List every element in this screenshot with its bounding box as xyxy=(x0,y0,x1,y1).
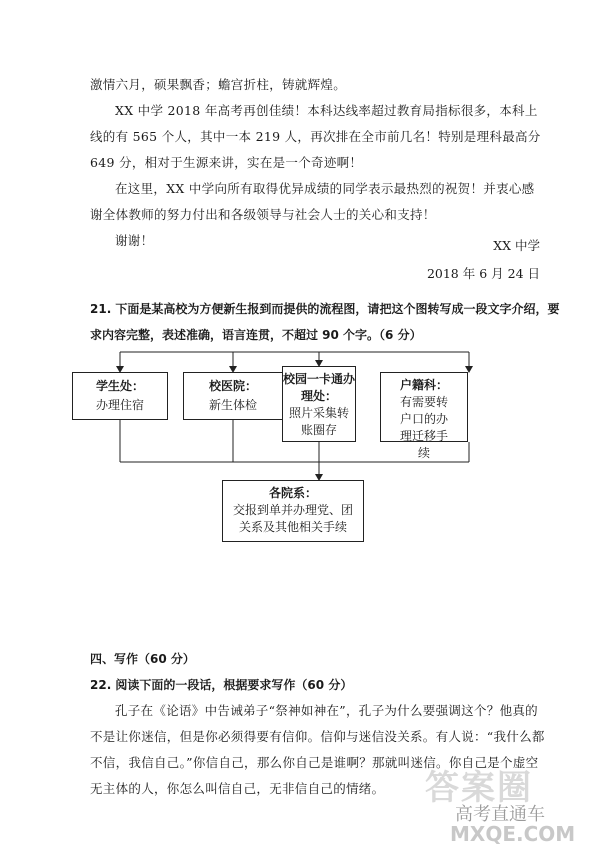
watermark-line-1: 高考直通车 xyxy=(455,804,545,825)
flow-box-body: 照片采集转账圈存 xyxy=(289,406,350,437)
flow-box-title: 校医院： xyxy=(208,379,257,393)
question-22-passage: 孔子在《论语》中告诫弟子“祭神如神在”，孔子为什么要强调这个？他真的不是让你迷信，但是你必须得要有信仰。信仰与迷信没关系。有人说：“我什么都不信，我信自己。”你信自己，那么你自己是谁啊？那就叫迷信。你自己是个虚空无主体的人，你怎么叫信自己，无非信自己的情绪。 xyxy=(90,703,545,796)
letter-paragraph-2: 在这里，XX 中学向所有取得优异成绩的同学表示最热烈的祝贺！并衷心感谢全体教师的努力付出和各级领导与社会人士的关心和支持！ xyxy=(90,181,535,222)
letter-paragraph-1: XX 中学 2018 年高考再创佳绩！本科达线率超过教育局指标很多，本科上线的有 565 个人，其中一本 219 人，再次排在全市前几名！特别是理科最高分 649 分，相对于生源来讲，实在是一个奇迹啊！ xyxy=(90,103,541,170)
flow-box-departments xyxy=(222,480,364,542)
letter-date: 2018 年 6 月 24 日 xyxy=(426,266,540,281)
flow-box-title: 学生处： xyxy=(95,379,144,393)
watermark-logo: 答案圈 xyxy=(425,768,533,808)
question-22-heading: 22. 阅读下面的一段话，根据要求写作（60 分） xyxy=(90,678,353,692)
flow-box-hospital xyxy=(183,372,283,420)
flow-box-student-affairs xyxy=(72,372,168,420)
flow-box-title: 户籍科： xyxy=(399,378,448,392)
flow-box-campus-card xyxy=(282,366,356,442)
question-21-text: 21. 下面是某高校为方便新生报到而提供的流程图，请把这个图转写成一段文字介绍，要求内容完整，表述准确，语言连贯，不超过 90 个字。（6 分） xyxy=(90,302,560,342)
flow-box-body: 交报到单并办理党、团关系及其他相关手续 xyxy=(233,503,354,534)
letter-thanks: 谢谢！ xyxy=(115,233,154,248)
section-4-heading: 四、写作（60 分） xyxy=(90,652,195,666)
letter-signature: XX 中学 xyxy=(493,238,540,253)
flow-box-household-registration xyxy=(380,372,468,460)
watermark-line-2: MXQE.COM xyxy=(450,822,576,846)
letter-opening-line: 激情六月，硕果飘香；蟾宫折柱，铸就辉煌。 xyxy=(90,77,347,92)
flow-box-body: 新生体检 xyxy=(208,398,257,412)
flow-box-body: 办理住宿 xyxy=(95,398,144,412)
flow-box-title: 各院系： xyxy=(268,486,317,500)
flow-box-body: 有需要转户口的办理迁移手续 xyxy=(399,395,448,460)
flow-box-title: 校园一卡通办理处： xyxy=(283,372,356,403)
